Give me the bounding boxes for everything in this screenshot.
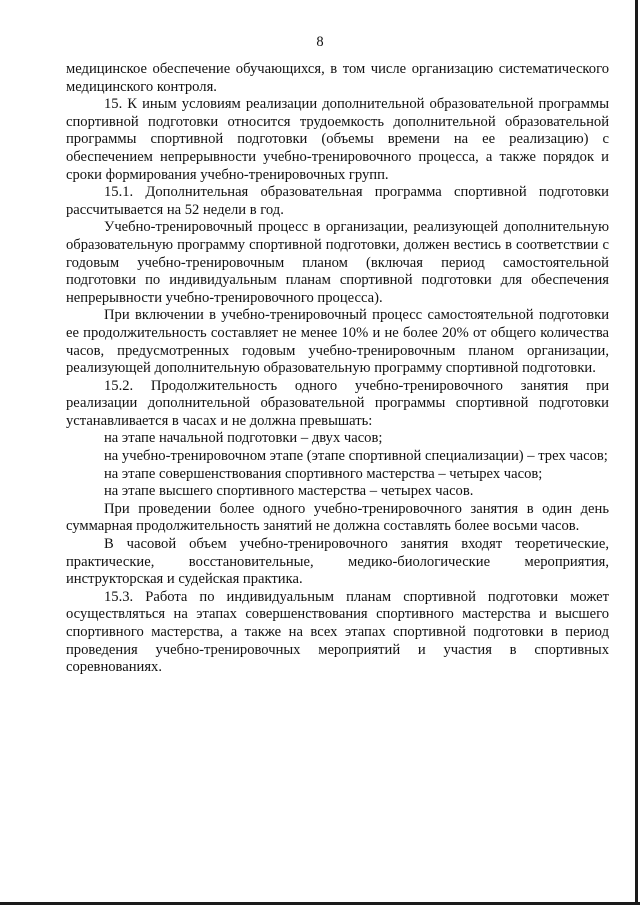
paragraph-hour-volume: В часовой объем учебно-тренировочного занятия входят теоретические, практические, восстановительные, медико-биологические мероприятия, инструкторская и судейская практика. (66, 536, 609, 588)
paragraph-training-process: Учебно-тренировочный процесс в организации, реализующей дополнительную образовательную программу спортивной подготовки, должен вестись в соответствии с годовым учебно-тренировочным планом (включая период самостоятельной подготовки по индивидуальным планам спортивной подготовки для обеспечения непрерывности учебно-тренировочного процесса). (66, 219, 609, 306)
paragraph-daily-limit: При проведении более одного учебно-тренировочного занятия в один день суммарная продолжительность занятий не должна составлять более восьми часов. (66, 500, 609, 535)
page-number: 8 (316, 34, 324, 50)
paragraph-15-1: 15.1. Дополнительная образовательная программа спортивной подготовки рассчитывается на 52 недели в год. (66, 184, 609, 218)
paragraph-self-training: При включении в учебно-тренировочный процесс самостоятельной подготовки ее продолжительность составляет не менее 10% и не более 20% от общего количества часов, предусмотренных годовым учебно-тренировочным планом организации, реализующей дополнительную образовательную программу спортивной подготовки. (66, 307, 609, 377)
list-item-training-stage: на учебно-тренировочном этапе (этапе спортивной специализации) – трех часов; (104, 448, 608, 465)
paragraph-15-2: 15.2. Продолжительность одного учебно-тренировочного занятия при реализации дополнительной образовательной программы спортивной подготовки устанавливается в часах и не должна превышать: (66, 377, 609, 429)
document-body (66, 61, 609, 677)
paragraph-15-3: 15.3. Работа по индивидуальным планам спортивной подготовки может осуществляться на этапах совершенствования спортивного мастерства и высшего спортивного мастерства, а также на всех этапах спортивной подготовки в период проведения учебно-тренировочных мероприятий и участия в спортивных соревнованиях. (66, 588, 609, 676)
list-item-improvement-stage: на этапе совершенствования спортивного мастерства – четырех часов; (104, 465, 543, 482)
scan-edge-right (635, 0, 638, 905)
list-item-highest-stage: на этапе высшего спортивного мастерства – четырех часов. (104, 483, 474, 500)
list-item-initial-stage: на этапе начальной подготовки – двух часов; (104, 430, 383, 447)
paragraph-continuation: медицинское обеспечение обучающихся, в том числе организацию систематического медицинского контроля. (66, 61, 609, 95)
paragraph-15: 15. К иным условиям реализации дополнительной образовательной программы спортивной подготовки относится трудоемкость дополнительной образовательной программы спортивной подготовки (объемы времени на ее реализацию) с обеспечением непрерывности учебно-тренировочного процесса, а также порядок и сроки формирования учебно-тренировочных групп. (66, 96, 609, 183)
